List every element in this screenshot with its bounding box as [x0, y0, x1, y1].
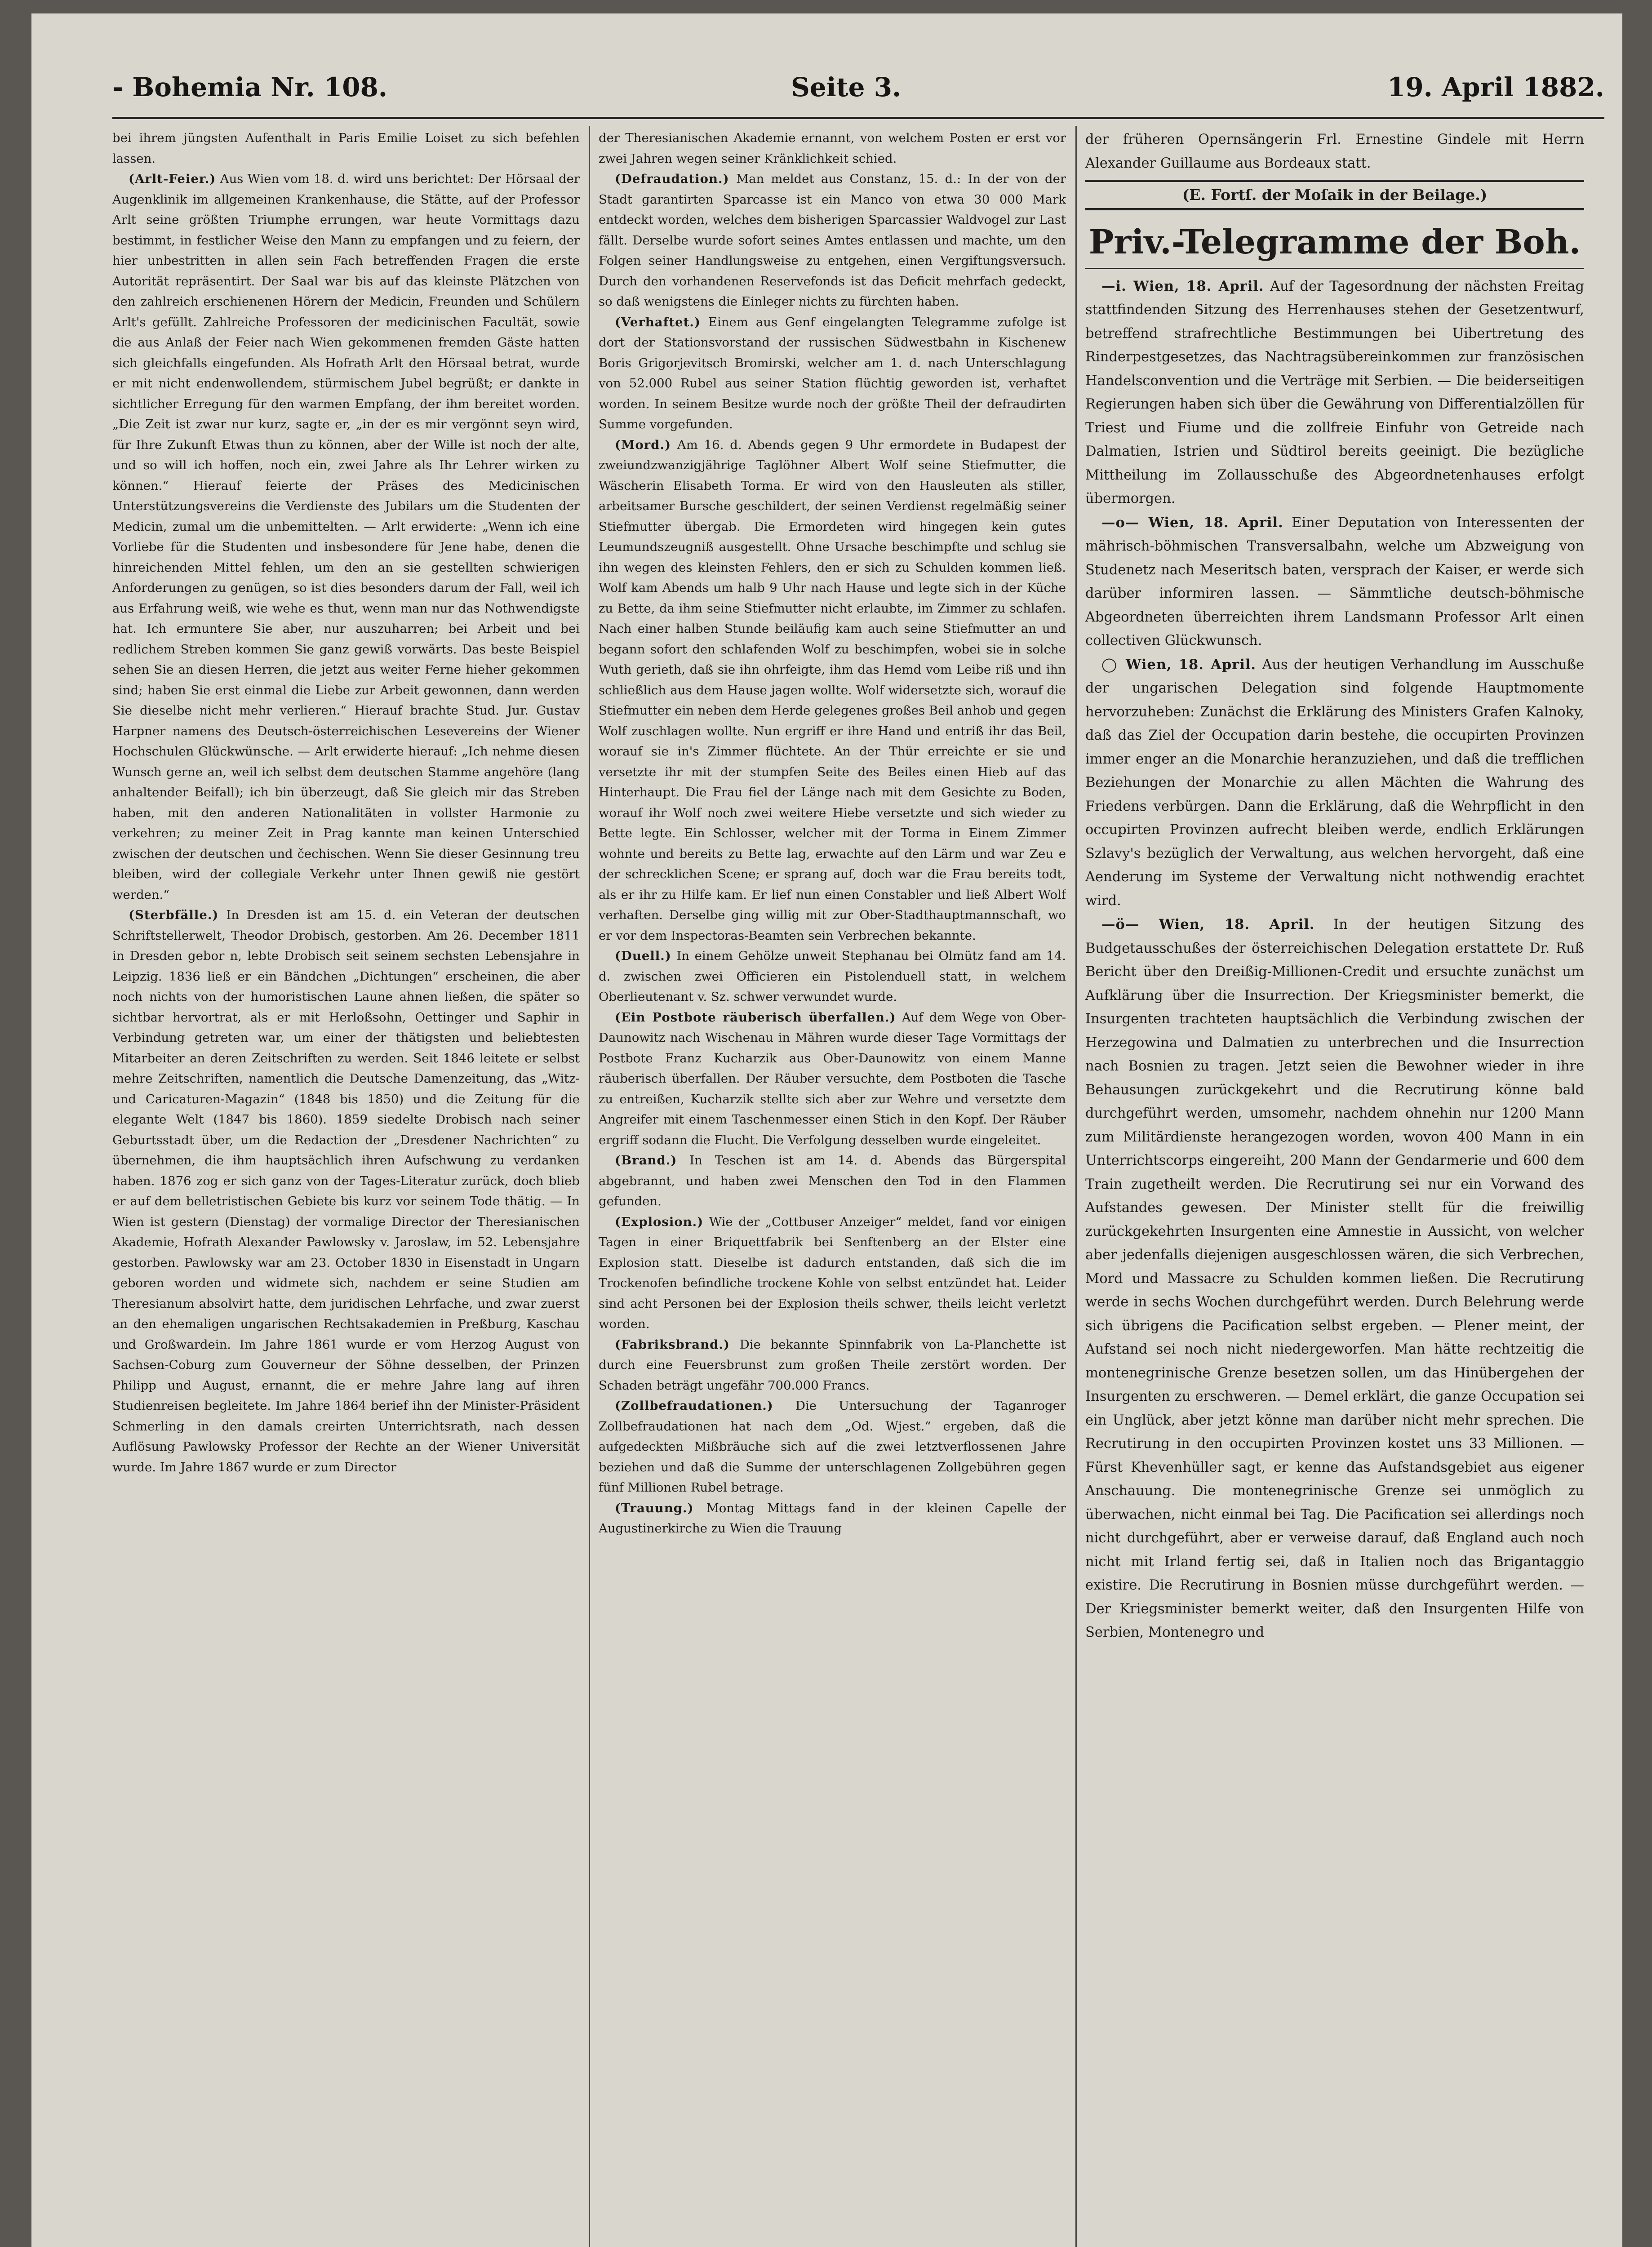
item-heading: (Zollbefraudationen.): [615, 1399, 773, 1413]
telegram-wien-2: [1085, 511, 1584, 653]
item-body: Aus Wien vom 18. d. wird uns berichtet: Der Hörsaal der Augenklinik im allgemeinen Krankenhause, die Stätte, auf der Professor Arlt seine größten Triumphe errungen, war heute Vormittags dazu bestimmt, in festlicher Weise den Mann zu empfangen und zu feiern, der hier unbestritten in allen sein Fach betreffenden Fragen die erste Autorität repräsentirt. Der Saal war bis auf das kleinste Plätzchen von den zahlreich erschienenen Hörern der Medicin, Freunden und Schülern Arlt's gefüllt. Zahlreiche Professoren der medicinischen Facultät, sowie die aus Anlaß der Feier nach Wien gekommenen fremden Gäste hatten sich gleichfalls eingefunden. Als Hofrath Arlt den Hörsaal betrat, wurde er mit nicht endenwollendem, stürmischem Jubel begrüßt; er dankte in sichtlicher Erregung für den warmen Empfang, der ihm bereitet worden. „Die Zeit ist zwar nur kurz, sagte er, „in der es mir vergönnt seyn wird, für Ihre Zukunft Etwas thun zu können, aber der Wille ist noch der alte, und so will ich hoffen, noch ein, zwei Jahre als Ihr Lehrer wirken zu können.“ Hierauf feierte der Präses des Medicinischen Unterstützungsvereins die Verdienste des Jubilars um die Studenten der Medicin, zumal um die unbemittelten. — Arlt erwiderte: „Wenn ich eine Vorliebe für die Studenten und insbesondere für Jene habe, denen die hinreichenden Mittel fehlen, um den an sie gestellten schwierigen Anforderungen zu genügen, so ist dies besonders darum der Fall, weil ich aus Erfahrung weiß, wie wehe es thut, wenn man nur das Nothwendigste hat. Ich ermuntere Sie aber, nur auszuharren; bei Arbeit und bei redlichem Streben kommen Sie ganz gewiß vorwärts. Das beste Beispiel sehen Sie an diesen Herren, die jetzt aus weiter Ferne hieher gekommen sind; haben Sie erst einmal die Liebe zur Arbeit gewonnen, dann werden Sie dieselbe nicht mehr verlieren.“ Hierauf brachte Stud. Jur. Gustav Harpner namens des Deutsch-österreichischen Lesevereins der Wiener Hochschulen Glückwünsche. — Arlt erwiderte hierauf: „Ich nehme diesen Wunsch gerne an, weil ich selbst dem deutschen Stamme angehöre (lang anhaltender Beifall); ich bin überzeugt, daß Sie gleich mir das Streben haben, mit den anderen Nationalitäten in vollster Harmonie zu verkehren; zu meiner Zeit in Prag kannte man keinen Unterschied zwischen der deutschen und čechischen. Wenn Sie dieser Gesinnung treu bleiben, wird der collegiale Verkehr unter Ihnen gewiß nie gestört werden.“: [112, 172, 580, 902]
item-body: In Teschen ist am 14. d. Abends das Bürgerspital abgebrannt, und haben zwei Menschen den Tod in den Flammen gefunden.: [599, 1153, 1066, 1208]
column-rule: [589, 126, 590, 2247]
item-heading: (Brand.): [615, 1153, 677, 1168]
telegram-body: In der heutigen Sitzung des Budgetausschußes der österreichischen Delegation erstattete Dr. Ruß Bericht über den Dreißig-Millionen-Credit und ersuchte zunächst um Aufklärung über die Insurrection. Der Kriegsminister bemerkt, die Insurgenten trachteten hauptsächlich die Verbindung zwischen der Herzegowina und Dalmatien zu unterbrechen und die Insurrection nach Bosnien zu tragen. Jetzt seien die Bewohner wieder in ihre Behausungen zurückgekehrt und die Recrutirung könne bald durchgeführt werden, umsomehr, nachdem ohnehin nur 1200 Mann zum Militärdienste herangezogen worden, wovon 400 Mann in ein Unterrichtscorps eingereiht, 200 Mann der Gendarmerie und 600 dem Train zugetheilt werden. Die Recrutirung sei nur ein Vorwand des Aufstandes gewesen. Der Minister stellt für die freiwillig zurückgekehrten Insurgenten eine Amnestie in Aussicht, von welcher aber jedenfalls diejenigen ausgeschlossen wären, die sich Verbrechen, Mord und Massacre zu Schulden kommen ließen. Die Recrutirung werde in sechs Wochen durchgeführt werden. Durch Belehrung werde sich übrigens die Pacification selbst ergeben. — Plener meint, der Aufstand sei noch nicht niedergeworfen. Man hätte rechtzeitig die montenegrinische Grenze besetzen sollen, um das Hinübergehen der Insurgenten zu erschweren. — Demel erklärt, die ganze Occupation sei ein Unglück, aber jetzt könne man darüber nicht mehr sprechen. Die Recrutirung in den occupirten Provinzen kostet uns 33 Millionen. — Fürst Khevenhüller sagt, er kenne das Aufstandsgebiet aus eigener Anschauung. Die montenegrinische Grenze sei unmöglich zu überwachen, nicht einmal bei Tag. Die Pacification sei allerdings noch nicht durchgeführt, aber er verweise darauf, daß England auch noch nicht mit Irland fertig sei, daß in Italien noch das Brigantaggio existire. Die Recrutirung in Bosnien müsse durchgeführt werden. — Der Kriegsminister bemerkt weiter, daß den Insurgenten Hilfe von Serbien, Montenegro und: [1085, 917, 1584, 1640]
telegram-body: Auf der Tagesordnung der nächsten Freitag stattfindenden Sitzung des Herrenhauses stehen der Gesetzentwurf, betreffend strafrechtliche Bestimmungen bei Uibertretung des Rinderpestgesetzes, das Nachtragsübereinkommen zur französischen Handelsconvention und die Verträge mit Serbien. — Die beiderseitigen Regierungen haben sich über die Gewährung von Differentialzöllen für Triest und Fiume und die zollfreie Einfuhr von Getreide nach Dalmatien, Istrien und Südtirol bereits geeinigt. Die bezügliche Mittheilung im Zollausschuße des Abgeordnetenhauses erfolgt übermorgen.: [1085, 278, 1584, 506]
news-item-arlt-feier: [112, 169, 580, 905]
telegram-wien-4: [1085, 913, 1584, 1645]
item-heading: (Ein Postbote räuberisch überfallen.): [615, 1010, 896, 1025]
telegram-dateline: —ö— Wien, 18. April.: [1101, 916, 1315, 933]
news-item-mord: [599, 435, 1066, 946]
item-body: Die Untersuchung der Taganroger Zollbefraudationen hat nach dem „Od. Wjest.“ ergeben, daß die aufgedeckten Mißbräuche sich auf die zwei letztverflossenen Jahre beziehen und daß die Summe der unterschlagenen Zollgebühren gegen fünf Millionen Rubel betrage.: [599, 1399, 1066, 1495]
item-heading: (Duell.): [615, 949, 671, 963]
item-body: In Dresden ist am 15. d. ein Veteran der deutschen Schriftstellerwelt, Theodor Drobisch, gestorben. Am 26. December 1811 in Dresden gebor n, lebte Drobisch seit seinem sechsten Lebensjahre in Leipzig. 1836 ließ er ein Bändchen „Dichtungen“ erscheinen, die aber noch nichts von der humoristischen Laune ahnen ließen, die später so sichtbar hervortrat, als er mit Herloßsohn, Oettinger und Saphir in Verbindung getreten war, um einer der thätigsten und beliebtesten Mitarbeiter an deren Zeitschriften zu werden. Seit 1846 leitete er selbst mehre Zeitschriften, namentlich die Deutsche Damenzeitung, das „Witz- und Caricaturen-Magazin“ (1848 bis 1850) und die Zeitung für die elegante Welt (1847 bis 1860). 1859 siedelte Drobisch nach seiner Geburtsstadt über, um die Redaction der „Dresdener Nachrichten“ zu übernehmen, die ihm hauptsächlich ihren Aufschwung zu verdanken haben. 1876 zog er sich ganz von der Tages-Literatur zurück, doch blieb er auf dem belletristischen Gebiete bis kurz vor seinem Tode thätig. — In Wien ist gestern (Dienstag) der vormalige Director der Theresianischen Akademie, Hofrath Alexander Pawlowsky v. Jaroslaw, im 52. Lebensjahre gestorben. Pawlowsky war am 23. October 1830 in Eisenstadt in Ungarn geboren worden und widmete sich, nachdem er seine Studien am Theresianum absolvirt hatte, dem juridischen Lehrfache, und zwar zuerst an den ehemaligen ungarischen Rechtsakademien in Preßburg, Kaschau und Großwardein. Im Jahre 1861 wurde er vom Herzog August von Sachsen-Coburg zum Gouverneur der Söhne desselben, der Prinzen Philipp und August, ernannt, die er mehre Jahre lang auf ihren Studienreisen begleitete. Im Jahre 1864 berief ihn der Minister-Präsident Schmerling in den damals creirten Unterrichtsrath, nach dessen Auflösung Pawlowsky Professor der Rechte an der Wiener Universität wurde. Im Jahre 1867 wurde er zum Director: [112, 908, 580, 1474]
news-item-defraudation: [599, 169, 1066, 312]
continued-paragraph: der früheren Opernsängerin Frl. Ernestine Gindele mit Herrn Alexander Guillaume aus Bordeaux statt.: [1085, 132, 1584, 171]
item-body: Auf dem Wege von Ober-Daunowitz nach Wischenau in Mähren wurde dieser Tage Vormittags der Postbote Franz Kucharzik aus Ober-Daunowitz von einem Manne räuberisch überfallen. Der Räuber versuchte, dem Postboten die Tasche zu entreißen, Kucharzik stellte sich aber zur Wehre und versetzte dem Angreifer mit einem Taschenmesser einen Stich in den Kopf. Der Räuber ergriff sodann die Flucht. Die Verfolgung desselben wurde eingeleitet.: [599, 1010, 1066, 1147]
item-body: Die bekannte Spinnfabrik von La-Planchette ist durch eine Feuersbrunst zum großen Theile zerstört worden. Der Schaden beträgt ungefähr 700.000 Francs.: [599, 1337, 1066, 1393]
item-body: Wie der „Cottbuser Anzeiger“ meldet, fand vor einigen Tagen in einer Briquettfabrik bei Senftenberg an der Elster eine Explosion statt. Dieselbe ist dadurch entstanden, daß sich die im Trockenofen befindliche trockene Kohle von selbst entzündet hat. Leider sind acht Personen bei der Explosion theils schwer, theils leicht verletzt worden.: [599, 1214, 1066, 1331]
news-item-brand: [599, 1150, 1066, 1212]
item-heading: (Explosion.): [615, 1214, 704, 1229]
telegram-dateline: —o— Wien, 18. April.: [1101, 514, 1283, 531]
item-heading: (Defraudation.): [615, 172, 729, 186]
news-item-explosion: [599, 1212, 1066, 1335]
item-body: Montag Mittags fand in der kleinen Capelle der Augustinerkirche zu Wien die Trauung: [599, 1501, 1066, 1536]
item-body: Einem aus Genf eingelangten Telegramme zufolge ist dort der Stationsvorstand der russischen Südwestbahn in Kischenew Boris Grigorjevitsch Bromirski, welcher am 1. d. nach Unterschlagung von 52.000 Rubel aus seiner Station flüchtig geworden ist, verhaftet worden. In seinem Besitze wurde noch der größte Theil der defraudirten Summe vorgefunden.: [599, 315, 1066, 431]
telegram-body: Aus der heutigen Verhandlung im Ausschuße der ungarischen Delegation sind folgende Hauptmomente hervorzuheben: Zunächst die Erklärung des Ministers Grafen Kalnoky, daß das Ziel der Occupation darin bestehe, die occupirten Provinzen immer enger an die Monarchie heranzuziehen, und daß die trefflichen Beziehungen der Monarchie zu allen Mächten die Wahrung des Friedens verbürgen. Dann die Erklärung, daß die Wehrpflicht in den occupirten Provinzen aufrecht bleiben werde, endlich Erklärungen Szlavy's bezüglich der Verwaltung, aus welchen hervorgeht, daß eine Aenderung im Systeme der Verwaltung nicht nothwendig erachtet wird.: [1085, 657, 1584, 909]
news-item-duell: [599, 946, 1066, 1008]
column-left: [112, 128, 580, 2247]
item-heading: (Sterbfälle.): [129, 908, 219, 922]
news-item-trauung: [599, 1498, 1066, 1539]
news-item-postbote: [599, 1008, 1066, 1151]
page-number: Seite 3.: [791, 72, 901, 102]
telegram-wien-3: [1085, 653, 1584, 913]
continuation-notice: (E. Fortſ. der Moſaik in der Beilage.): [1085, 180, 1584, 210]
item-body: In einem Gehölze unweit Stephanau bei Olmütz fand am 14. d. zwischen zwei Officieren ein Pistolenduell statt, in welchem Oberlieutenant v. Sz. schwer verwundet wurde.: [599, 949, 1066, 1004]
newspaper-page: [31, 13, 1622, 2247]
issue-date: 19. April 1882.: [1387, 72, 1604, 102]
telegram-body: Einer Deputation von Interessenten der mährisch-böhmischen Transversalbahn, welche um Abzweigung von Studenetz nach Meseritsch baten, versprach der Kaiser, er werde sich darüber informiren lassen. — Sämmtliche deutsch-böhmische Abgeordneten überreichten ihrem Landsmann Professor Arlt einen collectiven Glückwunsch.: [1085, 515, 1584, 648]
telegrams-title: Priv.-Telegramme der Boh.: [1085, 222, 1584, 269]
telegram-wien-1: [1085, 275, 1584, 511]
column-rule: [1075, 126, 1077, 2247]
item-heading: (Verhaftet.): [615, 315, 701, 329]
masthead-issue: - Bohemia Nr. 108.: [112, 72, 388, 102]
column-right: [1085, 128, 1584, 2247]
item-heading: (Arlt-Feier.): [129, 172, 216, 186]
item-heading: (Fabriksbrand.): [615, 1337, 730, 1352]
continued-paragraph: bei ihrem jüngsten Aufenthalt in Paris Emilie Loiset zu sich befehlen lassen.: [112, 131, 580, 166]
news-item-verhaftet: [599, 312, 1066, 435]
continued-paragraph: der Theresianischen Akademie ernannt, von welchem Posten er erst vor zwei Jahren wegen seiner Kränklichkeit schied.: [599, 131, 1066, 166]
item-body: Am 16. d. Abends gegen 9 Uhr ermordete in Budapest der zweiundzwanzigjährige Taglöhner Albert Wolf seine Stiefmutter, die Wäscherin Elisabeth Torma. Er wird von den Hausleuten als stiller, arbeitsamer Bursche geschildert, der seinen Verdienst regelmäßig seiner Stiefmutter übergab. Die Ermordeten wird hingegen kein gutes Leumundszeugniß ausgestellt. Ohne Ursache beschimpfte und schlug sie ihn wegen des kleinsten Fehlers, den er sich zu Schulden kommen ließ. Wolf kam Abends um halb 9 Uhr nach Hause und legte sich in der Küche zu Bette, da ihm seine Stiefmutter nicht erlaubte, im Zimmer zu schlafen. Nach einer halben Stunde beiläufig kam auch seine Stiefmutter an und begann sofort den schlafenden Wolf zu beschimpfen, wobei sie in solche Wuth gerieth, daß sie ihn ohrfeigte, ihm das Hemd vom Leibe riß und ihn schließlich aus dem Hause jagen wollte. Wolf widersetzte sich, worauf die Stiefmutter ein neben dem Herde gelegenes großes Beil anhob und gegen Wolf zuschlagen wollte. Nun ergriff er ihre Hand und entriß ihr das Beil, worauf sie in's Zimmer flüchtete. An der Thür erreichte er sie und versetzte ihr mit der stumpfen Seite des Beiles einen Hieb auf das Hinterhaupt. Die Frau fiel der Länge nach mit dem Gesichte zu Boden, worauf ihr Wolf noch zwei weitere Hiebe versetzte und sich wieder zu Bette legte. Ein Schlosser, welcher mit der Torma in Einem Zimmer wohnte und bereits zu Bette lag, erwachte auf den Lärm und war Zeu e der schrecklichen Scene; er sprang auf, doch war die Frau bereits todt, als er ihr zu Hilfe kam. Er lief nun einen Constabler und ließ Albert Wolf verhaften. Derselbe ging willig mit zur Ober-Stadthauptmannschaft, wo er vor dem Inspectoras-Beamten sein Verbrechen bekannte.: [599, 437, 1066, 943]
item-body: Man meldet aus Constanz, 15. d.: In der von der Stadt garantirten Sparcasse ist ein Manco von etwa 30 000 Mark entdeckt worden, welches dem bisherigen Sparcassier Waldvogel zur Last fällt. Derselbe wurde sofort seines Amtes entlassen und machte, um den Folgen seiner Handlungsweise zu entgehen, einen Vergiftungsversuch. Durch den vorhandenen Reservefonds ist das Deficit mehrfach gedeckt, so daß wenigstens die Einleger nichts zu fürchten haben.: [599, 172, 1066, 309]
news-item-fabriksbrand: [599, 1335, 1066, 1396]
item-heading: (Mord.): [615, 437, 671, 452]
column-middle: [599, 128, 1066, 2247]
telegram-dateline: —i. Wien, 18. April.: [1101, 278, 1264, 294]
news-item-zollbefraudationen: [599, 1396, 1066, 1498]
news-item-sterbfaelle: [112, 905, 580, 1478]
page-header: [112, 63, 1604, 119]
telegram-dateline: ◯ Wien, 18. April.: [1101, 656, 1257, 673]
item-heading: (Trauung.): [615, 1501, 694, 1515]
